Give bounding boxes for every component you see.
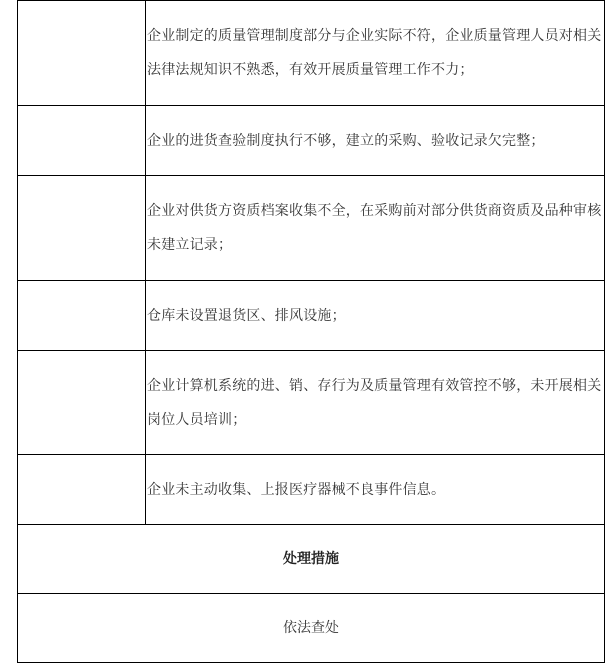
table-row	[18, 281, 605, 351]
table-row	[18, 176, 605, 281]
finding-cell: 企业未主动收集、上报医疗器械不良事件信息。	[146, 455, 605, 525]
table-row	[18, 1, 605, 106]
table-row	[18, 455, 605, 525]
empty-left-cell	[18, 351, 146, 455]
empty-left-cell	[18, 1, 146, 106]
empty-left-cell	[18, 106, 146, 176]
empty-left-cell	[18, 176, 146, 281]
finding-cell: 企业对供货方资质档案收集不全，在采购前对部分供货商资质及品种审核未建立记录；	[146, 176, 605, 281]
measures-value-row	[18, 594, 605, 663]
measures-value: 依法查处	[18, 594, 605, 663]
finding-cell: 仓库未设置退货区、排风设施；	[146, 281, 605, 351]
finding-cell: 企业的进货查验制度执行不够，建立的采购、验收记录欠完整；	[146, 106, 605, 176]
finding-cell: 企业计算机系统的进、销、存行为及质量管理有效管控不够，未开展相关岗位人员培训；	[146, 351, 605, 455]
inspection-findings-table	[17, 0, 605, 663]
empty-left-cell	[18, 281, 146, 351]
table-row	[18, 106, 605, 176]
measures-header: 处理措施	[18, 525, 605, 594]
measures-header-row	[18, 525, 605, 594]
table-row	[18, 351, 605, 455]
finding-cell: 企业制定的质量管理制度部分与企业实际不符，企业质量管理人员对相关法律法规知识不熟悉，有效开展质量管理工作不力；	[146, 1, 605, 106]
empty-left-cell	[18, 455, 146, 525]
